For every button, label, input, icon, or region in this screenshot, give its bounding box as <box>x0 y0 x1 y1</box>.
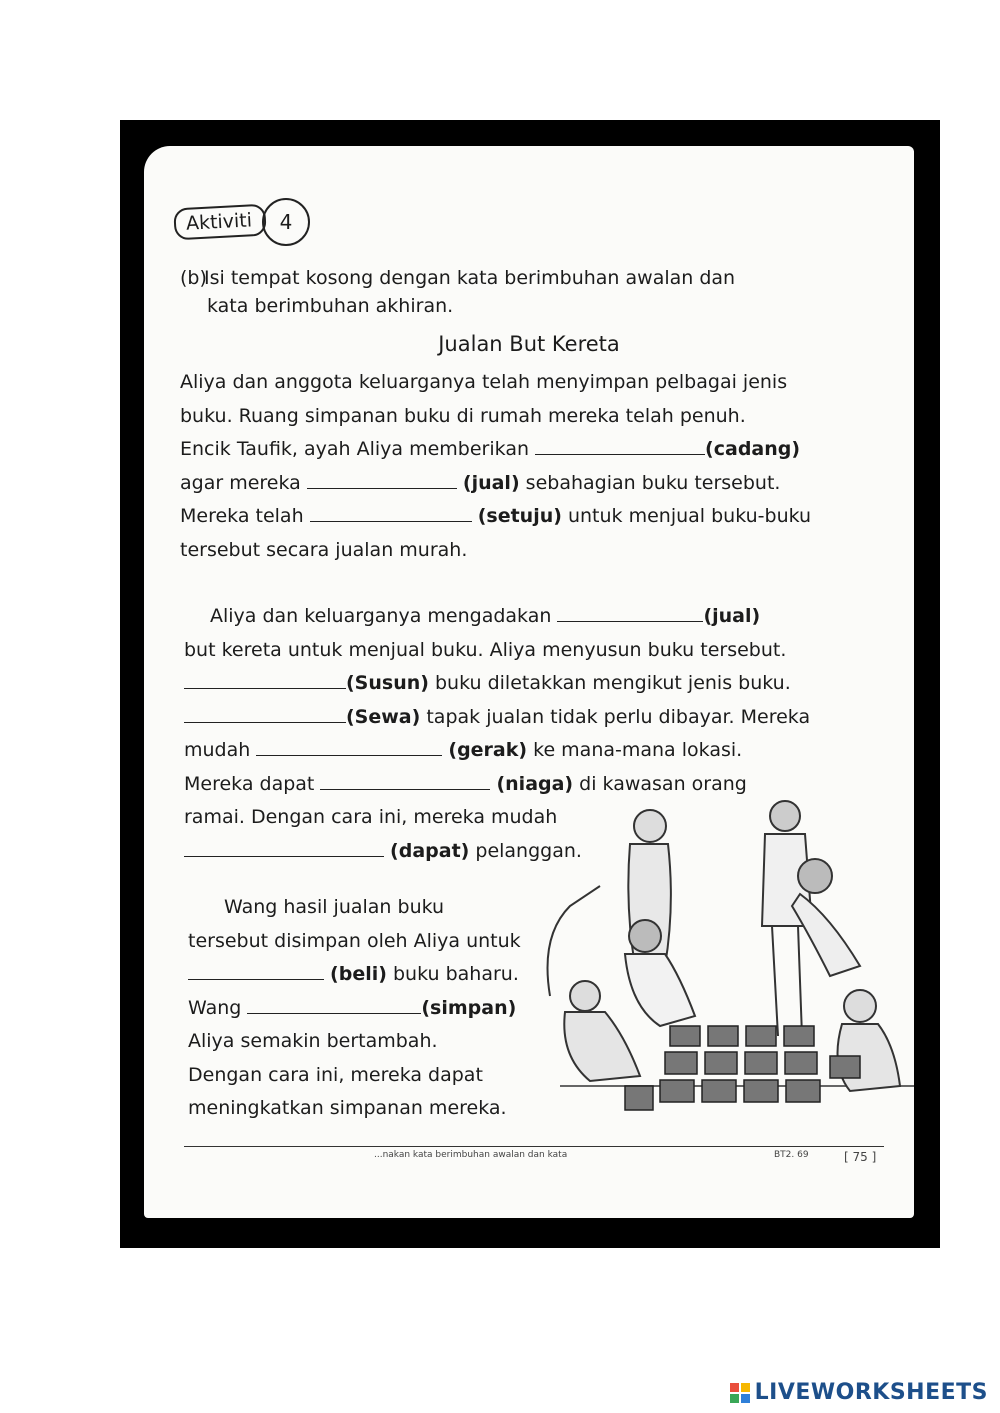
footer-caption: ...nakan kata berimbuhan awalan dan kata <box>374 1150 568 1160</box>
keyword-simpan: (simpan) <box>421 996 517 1019</box>
p2-line-2: but kereta untuk menjual buku. Aliya menyusun buku tersebut. <box>184 638 787 661</box>
keyword-susun: (Susun) <box>346 672 429 694</box>
instruction <box>180 264 860 320</box>
p1-line-5-text: Mereka telah <box>180 505 310 527</box>
p3-line-7: meningkatkan simpanan mereka. <box>188 1097 507 1119</box>
p2-line-6-text: Mereka dapat <box>184 772 321 795</box>
instruction-line-2: kata berimbuhan akhiran. <box>207 295 454 317</box>
keyword-jual-2: (jual) <box>703 605 761 627</box>
blank-susun[interactable] <box>184 670 346 689</box>
p2-line-3-rest: buku diletakkan mengikut jenis buku. <box>428 672 791 694</box>
keyword-niaga: (niaga) <box>496 772 574 795</box>
keyword-cadang: (cadang) <box>705 438 801 460</box>
p3-line-4-text: Wang <box>188 996 248 1019</box>
p2-line-7: ramai. Dengan cara ini, mereka mudah <box>184 806 558 828</box>
p1-line-1: Aliya dan anggota keluarganya telah menyimpan pelbagai jenis <box>180 371 788 393</box>
p3-line-1: Wang hasil jualan buku <box>224 896 445 918</box>
brand-name: LIVEWORKSHEETS <box>754 1380 988 1405</box>
p1-line-5-rest: untuk menjual buku-buku <box>561 505 812 527</box>
story-title: Jualan But Kereta <box>438 332 620 356</box>
book-sale-illustration <box>530 786 914 1136</box>
blank-simpan[interactable] <box>247 995 421 1014</box>
p1-line-4-text: agar mereka <box>180 471 307 494</box>
p3-line-3-rest: buku baharu. <box>386 963 519 985</box>
blank-jual-2[interactable] <box>557 603 703 622</box>
keyword-jual-1: (jual) <box>462 471 520 494</box>
paragraph-3 <box>188 891 521 1126</box>
p1-line-3-text: Encik Taufik, ayah Aliya memberikan <box>180 438 536 460</box>
p3-line-2: tersebut disimpan oleh Aliya untuk <box>188 929 521 952</box>
keyword-beli: (beli) <box>330 963 387 985</box>
page-frame <box>120 120 940 1248</box>
blank-cadang[interactable] <box>535 436 705 455</box>
liveworksheets-logo <box>729 1380 988 1405</box>
keyword-gerak: (gerak) <box>448 739 528 761</box>
activity-header <box>174 198 310 246</box>
p1-line-6: tersebut secara jualan murah. <box>180 538 468 561</box>
p3-line-5: Aliya semakin bertambah. <box>188 1030 438 1052</box>
blank-setuju[interactable] <box>310 503 472 522</box>
keyword-sewa: (Sewa) <box>346 705 421 728</box>
activity-number: 4 <box>262 198 310 246</box>
instruction-letter: (b) <box>180 267 207 289</box>
blank-gerak[interactable] <box>256 737 442 756</box>
keyword-setuju: (setuju) <box>477 505 562 527</box>
paragraph-1 <box>180 366 811 567</box>
p1-line-4-rest: sebahagian buku tersebut. <box>519 471 781 494</box>
p2-line-6-rest: di kawasan orang <box>573 772 747 795</box>
p2-line-8-rest: pelanggan. <box>469 839 582 862</box>
instruction-line-1: Isi tempat kosong dengan kata berimbuhan awalan dan <box>204 267 736 289</box>
page-number: [ 75 ] <box>844 1150 877 1164</box>
blank-sewa[interactable] <box>184 704 346 723</box>
footer-rule <box>184 1146 884 1147</box>
blank-beli[interactable] <box>188 961 324 980</box>
p2-line-5-text: mudah <box>184 739 257 761</box>
p1-line-2: buku. Ruang simpanan buku di rumah mereka telah penuh. <box>180 404 746 427</box>
p3-line-6: Dengan cara ini, mereka dapat <box>188 1063 483 1086</box>
p2-line-1-text: Aliya dan keluarganya mengadakan <box>210 605 558 627</box>
p2-line-4-rest: tapak jualan tidak perlu dibayar. Mereka <box>420 705 811 728</box>
p2-line-5-rest: ke mana-mana lokasi. <box>527 739 743 761</box>
logo-grid-icon <box>729 1382 751 1404</box>
footer-code: BT2. 69 <box>774 1150 809 1160</box>
activity-label: Aktiviti <box>173 204 267 241</box>
worksheet-page <box>144 146 914 1218</box>
keyword-dapat: (dapat) <box>390 839 470 862</box>
blank-niaga[interactable] <box>320 771 490 790</box>
blank-jual-1[interactable] <box>307 470 457 489</box>
blank-dapat[interactable] <box>184 838 384 857</box>
